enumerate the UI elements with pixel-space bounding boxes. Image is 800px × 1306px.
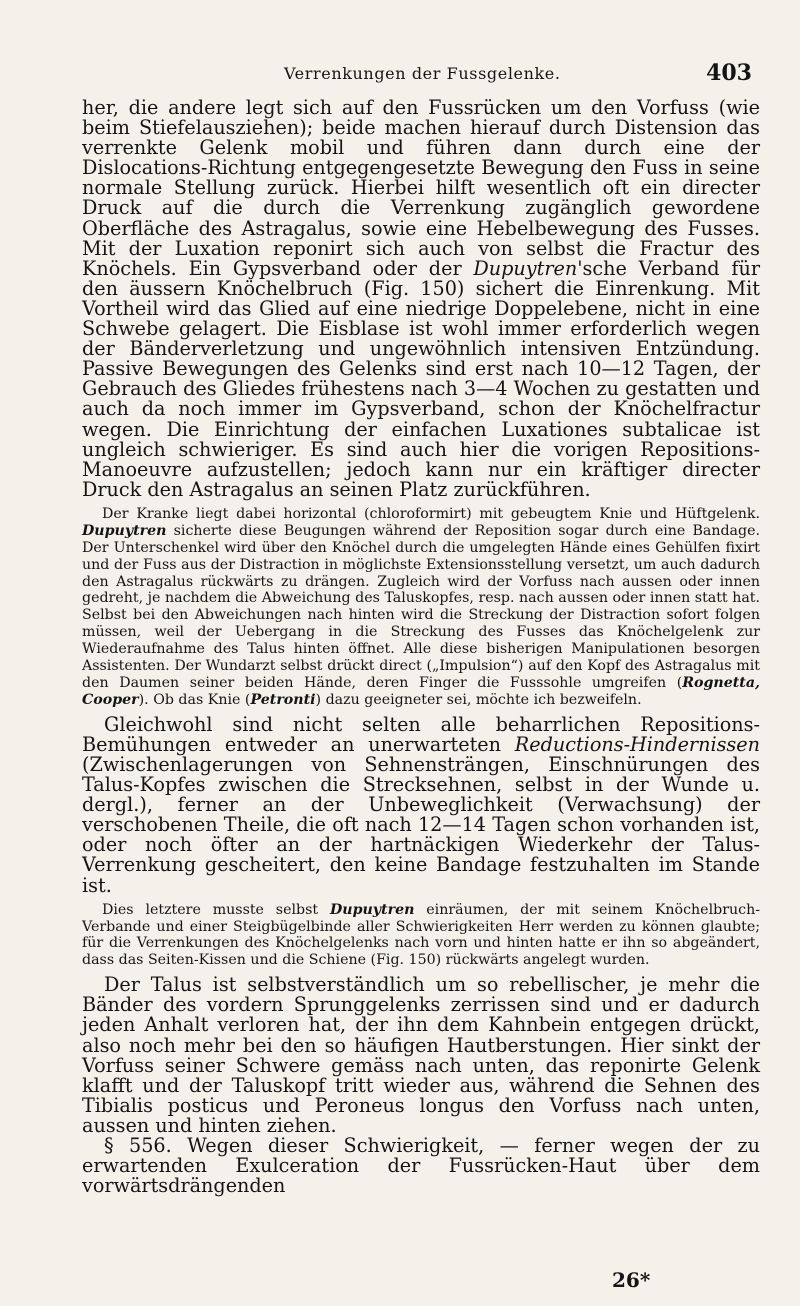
paragraph-section-556: § 556. Wegen dieser Schwierigkeit, — ferner wegen der zu erwartenden Exulceration der Fussrücken-Haut über dem vorwärtsdrängenden xyxy=(82,1133,760,1198)
note-1-text-cont2: ). Ob das Knie ( xyxy=(138,691,251,708)
emphasis-term: Reductions-Hindernissen xyxy=(514,732,760,756)
running-title: Verrenkungen der Fussgelenke. xyxy=(284,64,561,83)
small-note-2 xyxy=(82,902,760,970)
note-1-text: Der Kranke liegt dabei horizontal (chloroformirt) mit gebeugtem Knie und Hüftgelenk. xyxy=(102,505,760,522)
body-text xyxy=(82,98,760,1196)
small-note-1 xyxy=(82,506,760,709)
note-1-text-end: ) dazu geeigneter sei, möchte ich bezweifeln. xyxy=(315,691,642,708)
author-name: Dupuytren xyxy=(82,522,167,539)
note-2-text: Dies letztere musste selbst xyxy=(102,901,330,918)
paragraph-main-3: Der Talus ist selbstverständlich um so rebellischer, je mehr die Bänder des vordern Sprunggelenks zerrissen sind und er dadurch jeden Anhalt verloren hat, der ihn dem Kahnbein entgegen drückt, also noch mehr bei den so häufigen Hautberstungen. Hier sinkt der Vorfuss seiner Schwere gemäss nach unten, das reponirte Gelenk klafft und der Taluskopf tritt wieder aus, während die Sehnen des Tibialis posticus und Peroneus longus den Vorfuss nach unten, aussen und hinten ziehen. xyxy=(82,973,760,1137)
paragraph-1-text: her, die andere legt sich auf den Fussrücken um den Vorfuss (wie beim Stiefelausziehen); beide machen hierauf durch Distension das verrenkte Gelenk mobil und führen dann durch eine der Dislocations-Richtung entgegengesetzte Bewegung den Fuss in seine normale Stellung zurück. Hierbei hilft wesentlich oft ein directer Druck auf die durch die Verrenkung zugänglich gewordene Oberfläche des Astragalus, sowie eine Hebelbewegung des Fusses. Mit der Luxation reponirt sich auch von selbst die Fractur des Knöchels. Ein Gypsverband oder der xyxy=(82,96,760,280)
paragraph-2-text-cont: (Zwischenlagerungen von Sehnensträngen, Einschnürungen des Talus-Kopfes zwischen die Strecksehnen, selbst in der Wunde u. dergl.), ferner an der Unbeweglichkeit (Verwachsung) der verschobenen Theile, die oft nach 12—14 Tagen schon vorhanden ist, oder noch öfter an der hartnäckigen Wiederkehr der Talus-Verrenkung gescheitert, den keine Bandage festzuhalten im Stande ist. xyxy=(82,752,760,897)
paragraph-main-1 xyxy=(82,98,760,500)
note-1-text-cont: sicherte diese Beugungen während der Reposition sogar durch eine Bandage. Der Unterschenkel wird über den Knöchel durch die umgelegten Hände eines Gehülfen fixirt und der Fuss aus der Distraction in möglichste Extensionsstellung versetzt, um auch dadurch den Astragalus rückwärts zu drängen. Zugleich wird der Vorfuss nach aussen oder innen gedreht, je nachdem die Abweichung des Taluskopfes, resp. nach aussen oder innen statt hat. Selbst bei den Abweichungen nach hinten wird die Streckung der Distraction sofort folgen müssen, weil der Uebergang in die Streckung des Fusses das Knöchelgelenk zur Wiederaufnahme des Talus hinten öffnet. Alle diese bisherigen Manipulationen besorgen Assistenten. Der Wundarzt selbst drückt direct („Impulsion“) auf den Kopf des Astragalus mit den Daumen seiner beiden Hände, deren Finger die Fusssohle umgreifen ( xyxy=(82,522,760,691)
printer-signature: 26* xyxy=(612,1268,651,1292)
paragraph-1-text-cont: 'sche Verband für den äussern Knöchelbruch (Fig. 150) sichert die Einrenkung. Mit Vortheil wird das Glied auf eine niedrige Doppelebene, nicht in eine Schwebe gelagert. Die Eisblase ist wohl immer erforderlich wegen der Bänderverletzung und ungewöhnlich intensiven Entzündung. Passive Bewegungen des Gelenks sind erst nach 10—12 Tagen, der Gebrauch des Gliedes frühestens nach 3—4 Wochen zu gestatten und auch da noch immer im Gypsverband, schon der Knöchelfractur wegen. Die Einrichtung der einfachen Luxationes subtalicae ist ungleich schwieriger. Es sind auch hier die vorigen Repositions-Manoeuvre aufzustellen; jedoch kann nur ein kräftiger directer Druck den Astragalus an seinen Platz zurückführen. xyxy=(82,256,760,501)
note-2-text-cont: einräumen, der mit seinem Knöchelbruch-Verbande und einer Steigbügelbinde aller Schwierigkeiten Herr werden zu können glaubte; für die Verrenkungen des Knöchelgelenks nach vorn und hinten hatte er ihn so abgeändert, dass das Seiten-Kissen und die Schiene (Fig. 150) rückwärts angelegt wurden. xyxy=(82,901,760,969)
author-name: Dupuytren xyxy=(329,901,415,918)
author-name: Dupuytren xyxy=(473,256,578,280)
author-name: Petronti xyxy=(250,691,316,708)
running-header xyxy=(82,58,760,98)
author-names: Rognetta, Cooper xyxy=(82,674,760,708)
page-number: 403 xyxy=(706,60,752,86)
paragraph-main-2 xyxy=(82,712,760,897)
paragraph-2-text: Gleichwohl sind nicht selten alle beharrlichen Repositions-Bemühungen entweder an unerwarteten xyxy=(82,712,760,756)
